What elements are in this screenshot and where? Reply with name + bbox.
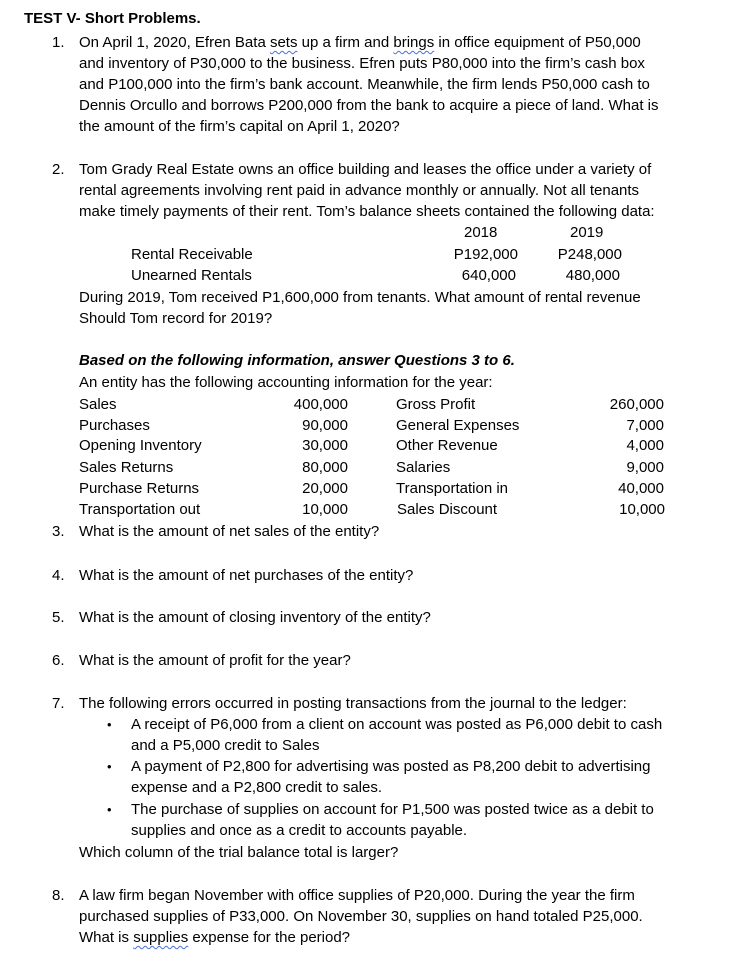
info-value: 9,000 <box>626 459 664 476</box>
bullet-icon: • <box>107 802 112 817</box>
bullet-text-line: expense and a P2,800 credit to sales. <box>131 779 383 796</box>
cell-value: 640,000 <box>461 267 516 284</box>
info-value: 10,000 <box>302 501 348 518</box>
question-text-line: Dennis Orcullo and borrows P200,000 from the bank to acquire a piece of land. What is <box>79 97 659 114</box>
row-label: Unearned Rentals <box>131 267 252 284</box>
question-text: Which column of the trial balance total is larger? <box>79 844 399 861</box>
question-number: 5. <box>52 609 65 626</box>
info-label: Opening Inventory <box>79 437 202 454</box>
info-value: 10,000 <box>619 501 665 518</box>
info-label: Transportation out <box>79 501 201 518</box>
question-text-line: On April 1, 2020, Efren Bata sets up a firm and brings in office equipment of P50,000 <box>79 34 641 51</box>
info-label: General Expenses <box>396 417 520 434</box>
question-text-line: A law firm began November with office supplies of P20,000. During the year the firm <box>79 887 635 904</box>
column-header-2018: 2018 <box>464 224 498 241</box>
info-label: Salaries <box>396 459 451 476</box>
bullet-text-line: supplies and once as a credit to accounts payable. <box>131 822 468 839</box>
column-header-2019: 2019 <box>570 224 604 241</box>
bullet-icon: • <box>107 717 112 732</box>
info-value: 80,000 <box>302 459 348 476</box>
bullet-text-line: A payment of P2,800 for advertising was posted as P8,200 debit to advertising <box>131 758 651 775</box>
bullet-text-line: The purchase of supplies on account for P1,500 was posted twice as a debit to <box>131 801 654 818</box>
question-text-line: and inventory of P30,000 to the business. Efren puts P80,000 into the firm’s cash box <box>79 55 645 72</box>
info-value: 260,000 <box>609 396 664 413</box>
question-text: What is the amount of net sales of the entity? <box>79 523 380 540</box>
cell-value: 480,000 <box>565 267 620 284</box>
question-text-line: and P100,000 into the firm’s bank account. Meanwhile, the firm lends P50,000 cash to <box>79 76 650 93</box>
cell-value: P192,000 <box>453 246 518 263</box>
question-text: What is the amount of profit for the year? <box>79 652 351 669</box>
question-number: 6. <box>52 652 65 669</box>
question-text-line: What is supplies expense for the period? <box>79 929 351 946</box>
info-value: 90,000 <box>302 417 348 434</box>
info-value: 7,000 <box>626 417 664 434</box>
info-label: Sales Discount <box>397 501 498 518</box>
page-title: TEST V- Short Problems. <box>24 10 201 27</box>
question-text: What is the amount of net purchases of the entity? <box>79 567 414 584</box>
question-number: 4. <box>52 567 65 584</box>
info-value: 40,000 <box>618 480 664 497</box>
question-number: 2. <box>52 161 65 178</box>
info-value: 30,000 <box>302 437 348 454</box>
question-text: What is the amount of closing inventory of the entity? <box>79 609 431 626</box>
bullet-icon: • <box>107 759 112 774</box>
info-label: Other Revenue <box>396 437 498 454</box>
info-value: 400,000 <box>293 396 348 413</box>
row-label: Rental Receivable <box>131 246 253 263</box>
question-text-line: purchased supplies of P33,000. On November 30, supplies on hand totaled P25,000. <box>79 908 643 925</box>
cell-value: P248,000 <box>557 246 622 263</box>
question-number: 1. <box>52 34 65 51</box>
question-number: 8. <box>52 887 65 904</box>
question-text-line: Should Tom record for 2019? <box>79 310 273 327</box>
bullet-text-line: and a P5,000 credit to Sales <box>131 737 320 754</box>
section-intro: An entity has the following accounting information for the year: <box>79 374 493 391</box>
info-label: Purchases <box>79 417 150 434</box>
question-text-line: Tom Grady Real Estate owns an office building and leases the office under a variety of <box>79 161 652 178</box>
question-number: 3. <box>52 523 65 540</box>
info-label: Transportation in <box>396 480 509 497</box>
question-intro: The following errors occurred in posting transactions from the journal to the ledger: <box>79 695 627 712</box>
question-number: 7. <box>52 695 65 712</box>
info-label: Sales <box>79 396 117 413</box>
info-value: 20,000 <box>302 480 348 497</box>
info-value: 4,000 <box>626 437 664 454</box>
info-label: Sales Returns <box>79 459 174 476</box>
question-text-line: make timely payments of their rent. Tom’s balance sheets contained the following data: <box>79 203 655 220</box>
question-text-line: rental agreements involving rent paid in advance monthly or annually. Not all tenants <box>79 182 640 199</box>
info-label: Purchase Returns <box>79 480 200 497</box>
info-label: Gross Profit <box>396 396 476 413</box>
question-text-line: During 2019, Tom received P1,600,000 from tenants. What amount of rental revenue <box>79 289 641 306</box>
section-heading: Based on the following information, answer Questions 3 to 6. <box>79 352 515 369</box>
question-text-line: the amount of the firm’s capital on April 1, 2020? <box>79 118 400 135</box>
bullet-text-line: A receipt of P6,000 from a client on account was posted as P6,000 debit to cash <box>131 716 663 733</box>
